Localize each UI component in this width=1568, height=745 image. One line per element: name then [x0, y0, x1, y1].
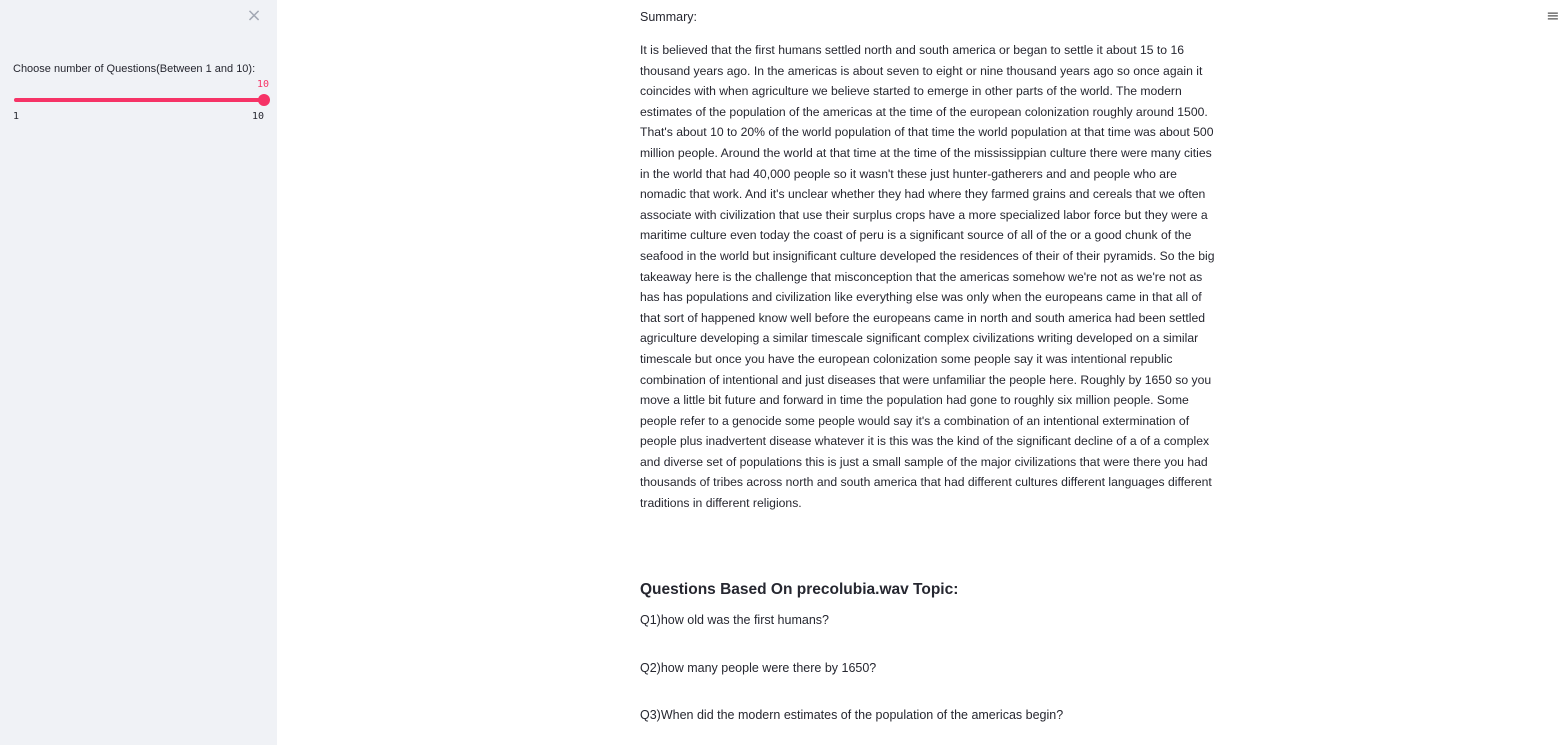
hamburger-menu-icon[interactable]: ≡ — [1546, 6, 1560, 25]
question-item: Q3)When did the modern estimates of the population of the americas begin? — [640, 708, 1064, 722]
question-item: Q1)how old was the first humans? — [640, 613, 829, 627]
slider-thumb[interactable] — [258, 94, 270, 106]
slider-label: Choose number of Questions(Between 1 and 10): — [13, 63, 256, 75]
slider-current-value: 10 — [256, 79, 269, 90]
question-item: Q2)how many people were there by 1650? — [640, 661, 877, 675]
summary-text: It is believed that the first humans settled north and south america or began to settle it about 15 to 16 thousand years ago. In the americas is about seven to eight or nine thousand years ago so once again it coincides with when agriculture we believe started to emerge in other parts of the world. The modern estimates of the population of the americas at the time of the european colonization roughly around 1500. That's about 10 to 20% of the world population of that time the world population at that time was about 500 million people. Around the world at that time at the time of the mississippian culture there were many cities in the world that had 40,000 people so it wasn't these just hunter-gatherers and and people who are nomadic that work. And it's unclear whether they had where they farmed grains and cereals that we often associate with civilization that use their surplus crops have a more specialized labor force but they were a maritime culture even today the coast of peru is a significant source of all of the or a good chunk of the seafood in the world but insignificant culture developed the residences of their of their pyramids. So the big takeaway here is the challenge that misconception that the americas somehow we're not as we're not as has has populations and civilization like everything else was only when the europeans came in that all of that sort of happened know well before the europeans came in north and south america had been settled agriculture developing a similar timescale significant complex civilizations writing developed on a similar timescale but once you have the european colonization some people say it was intentional republic combination of intentional and just diseases that were unfamiliar the people here. Roughly by 1650 so you move a little bit future and forward in time the population had gone to roughly six million people. Some people refer to a genocide some people would say it's a combination of an intentional extermination of people plus inadvertent disease whatever it is this was the kind of the significant decline of a of a complex and diverse set of populations this is just a small sample of the major civilizations that were there you had thousands of tribes across north and south america that had different cultures different languages different traditions in different religions. — [640, 43, 1215, 511]
summary-label: Summary: — [640, 10, 697, 24]
question-count-slider[interactable] — [14, 98, 264, 102]
slider-fill — [14, 98, 264, 102]
close-sidebar-icon[interactable]: × — [246, 5, 262, 26]
questions-heading: Questions Based On precolubia.wav Topic: — [640, 581, 959, 598]
slider-max-label: 10 — [251, 111, 264, 122]
slider-min-label: 1 — [13, 111, 20, 122]
sidebar — [0, 0, 277, 745]
